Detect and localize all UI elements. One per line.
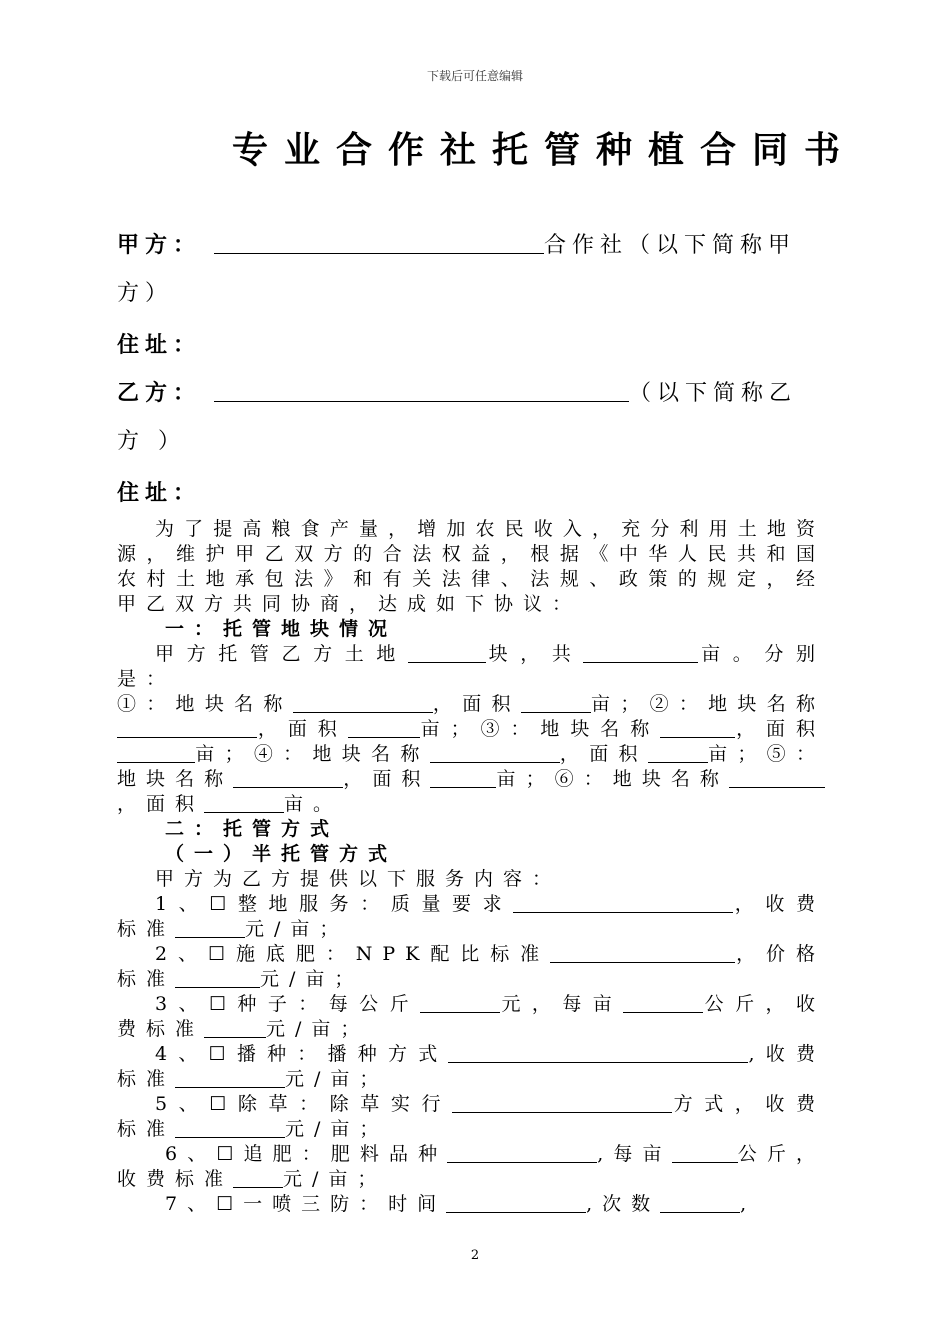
- plot-2-area-blank[interactable]: [348, 719, 420, 738]
- plot-count-blank[interactable]: [408, 644, 486, 663]
- party-b-name-blank[interactable]: [214, 381, 629, 402]
- section-1-heading: 一：托管地块情况: [165, 618, 398, 640]
- party-b-label: 乙方：: [117, 381, 202, 406]
- service-item-7[interactable]: 7、☐一喷三防：时间 ,次数 ,: [165, 1193, 757, 1215]
- contract-body: [117, 517, 825, 1217]
- section-1-summary: 甲方托管乙方土地 块，共 亩。分别是：: [117, 643, 825, 690]
- party-a-suffix2: 方）: [117, 281, 174, 306]
- service-item-5[interactable]: 5、☐除草：除草实行 方式，收费标准 元/亩；: [117, 1093, 825, 1140]
- section-2-heading: 二：托管方式: [165, 818, 340, 840]
- plot-3-area-blank[interactable]: [117, 744, 195, 763]
- service-item-6[interactable]: 6、☐追肥：肥料品种 ,每亩 公斤，收费标准 元/亩；: [117, 1143, 825, 1190]
- party-b-suffix: （以下简称乙: [629, 381, 798, 406]
- intro-paragraph: 为了提高粮食产量，增加农民收入，充分利用土地资源，维护甲乙双方的合法权益，根据《中华人民共和国农村土地承包法》和有关法律、法规、政策的规定，经甲乙双方共同协商，达成如下协议：: [117, 518, 825, 615]
- plot-4-area-blank[interactable]: [648, 744, 708, 763]
- service-item-3[interactable]: 3、☐种子：每公斤 元，每亩 公斤，收费标准 元/亩；: [117, 993, 825, 1040]
- plot-6-area-blank[interactable]: [204, 794, 284, 813]
- document-title: 专业合作社托管种植合同书: [232, 130, 857, 171]
- section-2-sub-heading: （一）半托管方式: [165, 843, 398, 865]
- party-b-line: [117, 370, 827, 466]
- plot-5-area-blank[interactable]: [430, 769, 496, 788]
- party-a-name-blank[interactable]: [214, 233, 544, 254]
- plot-5-name-blank[interactable]: [233, 769, 343, 788]
- page-number: 2: [470, 1248, 480, 1263]
- party-a-label: 甲方：: [117, 233, 202, 258]
- plot-4-name-blank[interactable]: [430, 744, 560, 763]
- plot-list: ①：地块名称 ，面积 亩；②：地块名称，面积 亩；③：地块名称 ，面积亩；④：地块名称 ，面积 亩；⑤：地块名称 ，面积 亩；⑥：地块名称，面积 亩。: [117, 693, 825, 815]
- party-a-suffix: 合作社（以下简称甲: [544, 233, 797, 258]
- party-a-line: [117, 222, 827, 318]
- service-item-1[interactable]: 1、☐整地服务：质量要求 ，收费标准 元/亩；: [117, 893, 825, 940]
- plot-2-name-blank[interactable]: [117, 719, 257, 738]
- plot-6-name-blank[interactable]: [729, 769, 825, 788]
- address-2-label: 住址：: [117, 481, 202, 506]
- address-1-line: [117, 322, 827, 370]
- total-area-blank[interactable]: [583, 644, 698, 663]
- party-b-suffix2: 方 ）: [117, 429, 186, 454]
- header-note: 下载后可任意编辑: [426, 69, 523, 83]
- plot-3-name-blank[interactable]: [660, 719, 735, 738]
- service-intro: 甲方为乙方提供以下服务内容：: [155, 868, 562, 890]
- service-item-4[interactable]: 4、☐播种：播种方式 ,收费标准 元/亩；: [117, 1043, 825, 1090]
- service-item-2[interactable]: 2、☐施底肥：NPK配比标准 ，价格标准 元/亩；: [117, 943, 825, 990]
- plot-1-name-blank[interactable]: [293, 694, 433, 713]
- plot-1-area-blank[interactable]: [521, 694, 591, 713]
- address-1-label: 住址：: [117, 333, 202, 358]
- address-2-line: [117, 470, 827, 518]
